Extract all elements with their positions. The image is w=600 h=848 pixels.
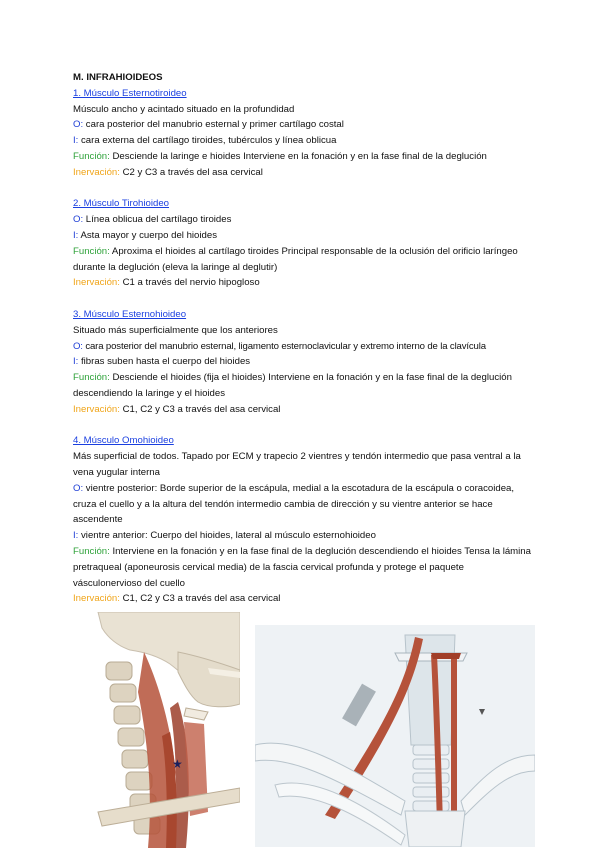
origin-label: O: (73, 482, 84, 494)
origin-label: O: (73, 214, 84, 226)
function-text: Interviene en la fonación y en la fase final de la deglución descendiendo el hioides Tensa la lámina pretraqueal (aponeurosis cervical media) de la fascia cervical profunda y protege el paquete vásculonervioso del cuello (73, 545, 531, 589)
heading-omohioideo[interactable]: 4. Músculo Omohioideo (73, 435, 174, 447)
innervation-text: C2 y C3 a través del asa cervical (119, 166, 263, 178)
function-omohioideo (73, 544, 533, 591)
innervation-text: C1 a través del nervio hipogloso (119, 277, 260, 289)
function-esternotiroideo (73, 149, 533, 165)
lateral-neck-illustration (58, 612, 240, 848)
innervation-tirohioideo (73, 275, 533, 291)
insertion-label: I: (73, 530, 79, 542)
origin-omohioideo (73, 481, 533, 528)
heading-tirohioideo[interactable]: 2. Músculo Tirohioideo (73, 198, 169, 210)
origin-tirohioideo (73, 212, 533, 228)
document-body (73, 70, 533, 607)
insertion-label: I: (73, 229, 79, 241)
function-tirohioideo (73, 244, 533, 276)
origin-text: cara posterior del manubrio esternal y primer cartílago costal (83, 119, 344, 131)
origin-text: Línea oblicua del cartílago tiroides (83, 214, 232, 226)
origin-text: vientre posterior: Borde superior de la escápula, medial a la escotadura de la escápula o coracoidea, cruza el cuello y a la altura del tendón intermedio cambia de dirección y su vientre anterior se hace ascendente (73, 482, 515, 526)
origin-text: cara posterior del manubrio esternal, ligamento esternoclavicular y extremo interno de la clavícula (82, 340, 486, 352)
anatomy-figures (58, 612, 478, 848)
section-title: M. INFRAHIOIDEOS (73, 72, 163, 83)
function-label: Función: (73, 372, 110, 384)
function-text: Desciende el hioides (fija el hioides) Interviene en la fonación y en la fase final de la deglución descendiendo la laringe y el hioides (73, 372, 512, 399)
innervation-omohioideo (73, 591, 533, 607)
heading-esternohioideo[interactable]: 3. Músculo Esternohioideo (73, 308, 187, 320)
insertion-esternotiroideo (73, 133, 533, 149)
origin-esternotiroideo (73, 117, 533, 133)
insertion-esternohioideo (73, 354, 533, 370)
function-text: Desciende la laringe e hioides Interviene en la fonación y en la fase final de la deglución (109, 150, 487, 162)
desc-esternohioideo: Situado más superficialmente que los anteriores (73, 324, 278, 336)
origin-esternohioideo (73, 339, 533, 355)
insertion-text: cara externa del cartílago tiroides, tubérculos y línea oblicua (78, 135, 337, 147)
innervation-label: Inervación: (73, 166, 120, 178)
insertion-tirohioideo (73, 228, 533, 244)
insertion-label: I: (73, 135, 79, 147)
heading-esternotiroideo[interactable]: 1. Músculo Esternotiroideo (73, 87, 187, 99)
innervation-esternotiroideo (73, 165, 533, 181)
function-text: Aproxima el hioides al cartílago tiroides Principal responsable de la oclusión del orificio laríngeo durante la deglución (eleva la laringe al deglutir) (73, 245, 518, 273)
insertion-text: fibras suben hasta el cuerpo del hioides (78, 356, 251, 368)
insertion-text: vientre anterior: Cuerpo del hioides, lateral al músculo esternohioideo (78, 530, 376, 542)
insertion-omohioideo (73, 528, 533, 544)
innervation-label: Inervación: (73, 277, 120, 289)
origin-label: O: (73, 119, 84, 131)
desc-esternotiroideo: Músculo ancho y acintado situado en la profundidad (73, 103, 295, 115)
anterior-neck-illustration (255, 625, 535, 847)
innervation-esternohioideo (73, 402, 533, 418)
innervation-label: Inervación: (73, 403, 120, 415)
function-label: Función: (73, 150, 110, 162)
desc-omohioideo: Más superficial de todos. Tapado por ECM y trapecio 2 vientres y tendón intermedio que pasa ventral a la vena yugular interna (73, 451, 521, 478)
origin-label: O: (73, 340, 83, 352)
function-label: Función: (73, 245, 110, 257)
function-label: Función: (73, 545, 110, 557)
innervation-text: C1, C2 y C3 a través del asa cervical (119, 403, 281, 415)
insertion-text: Asta mayor y cuerpo del hioides (78, 229, 217, 241)
innervation-label: Inervación: (73, 593, 120, 605)
svg-text:★: ★ (172, 757, 183, 771)
function-esternohioideo (73, 370, 533, 402)
innervation-text: C1, C2 y C3 a través del asa cervical (119, 593, 281, 605)
insertion-label: I: (73, 356, 79, 368)
